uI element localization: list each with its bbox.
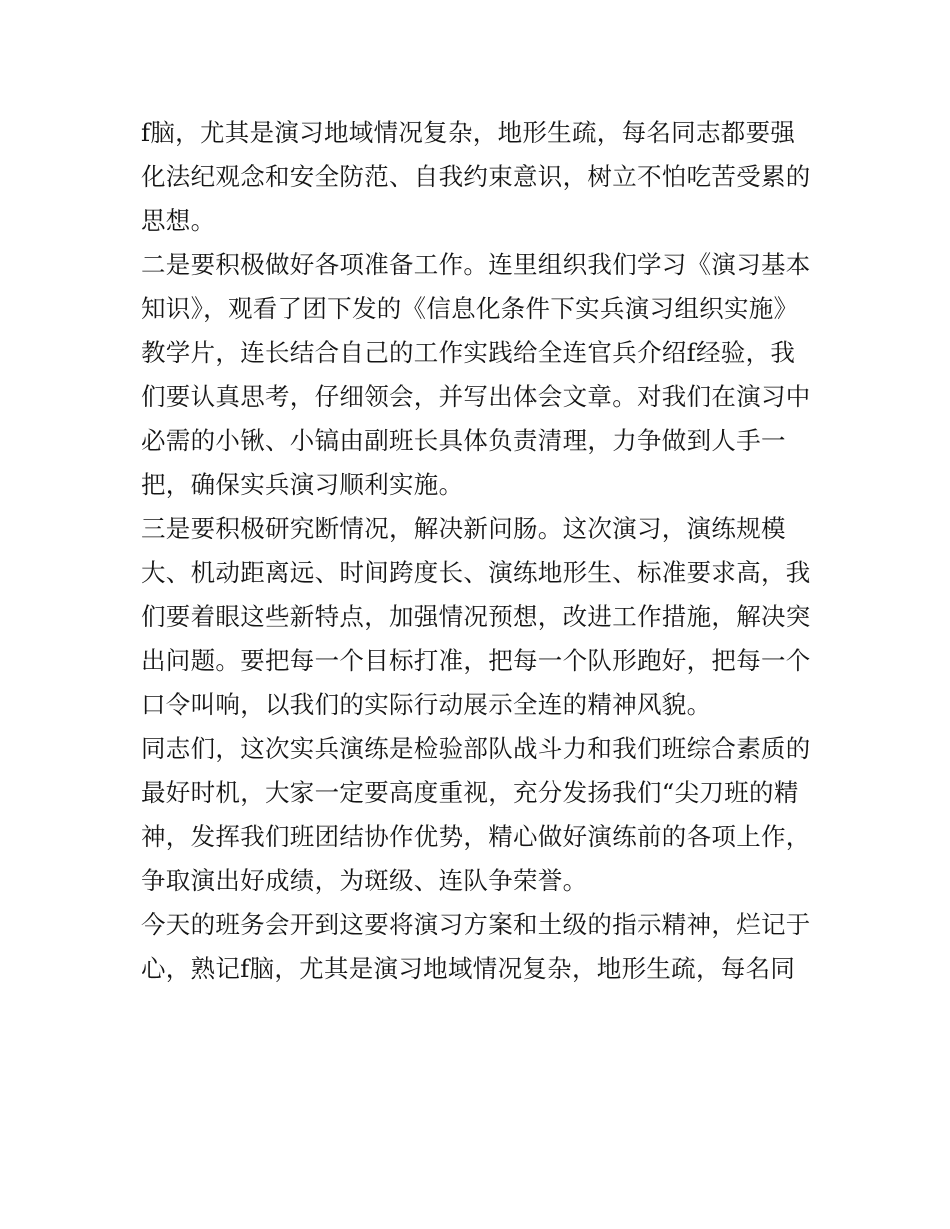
text-line: 教学片，连长结合自己的工作实践给全连官兵介绍f经验，我 [141, 338, 796, 367]
paragraph-3 [141, 507, 821, 727]
text-line: 出问题。要把每一个目标打准，把每一个队形跑好，把每一个 [141, 646, 811, 675]
text-line: 大、机动距离远、时间跨度长、演练地形生、标准要求高，我 [141, 558, 811, 587]
text-line: 争取演出好成绩，为斑级、连队争荣誉。 [141, 866, 588, 895]
text-line: 今天的班务会开到这要将演习方案和土级的指示精神，烂记于 [141, 910, 811, 939]
text-line: 必需的小锹、小镐由副班长具体负责清理，力争做到人手一 [141, 426, 786, 455]
text-line: f脑，尤其是演习地域情况复杂，地形生疏，每名同志都要强 [141, 118, 796, 147]
text-line: 思想。 [141, 206, 216, 235]
paragraph-4 [141, 727, 821, 903]
text-line: 们要着眼这些新特点，加强情况预想，改进工作措施，解决突 [141, 602, 811, 631]
paragraph-1 [141, 111, 821, 243]
text-line: 神，发挥我们班团结协作优势，精心做好演练前的各项上作， [141, 822, 811, 851]
document-body [141, 111, 821, 991]
paragraph-2 [141, 243, 821, 507]
text-line: 把，确保实兵演习顺利实施。 [141, 470, 464, 499]
text-line: 化法纪观念和安全防范、自我约束意识，树立不怕吃苦受累的 [141, 162, 811, 191]
text-line: 同志们，这次实兵演练是检验部队战斗力和我们班综合素质的 [141, 734, 811, 763]
paragraph-5 [141, 903, 821, 991]
text-line: 口令叫响，以我们的实际行动展示全连的精神风貌。 [141, 690, 712, 719]
text-line: 二是要积极做好各项准备工作。连里组织我们学习《演习基本 [141, 250, 811, 279]
text-line: 知识》，观看了团下发的《信息化条件下实兵演习组织实施》 [141, 294, 799, 323]
text-line: 们要认真思考，仔细领会，并写出体会文章。对我们在演习中 [141, 382, 811, 411]
text-line: 心，熟记f脑，尤其是演习地域情况复杂，地形生疏，每名同 [141, 954, 796, 983]
text-line: 三是要积极研究断情况，解决新问肠。这次演习，演练规模 [141, 514, 786, 543]
text-line: 最好时机，大家一定要高度重视，充分发扬我们“尖刀班的精 [141, 778, 799, 807]
